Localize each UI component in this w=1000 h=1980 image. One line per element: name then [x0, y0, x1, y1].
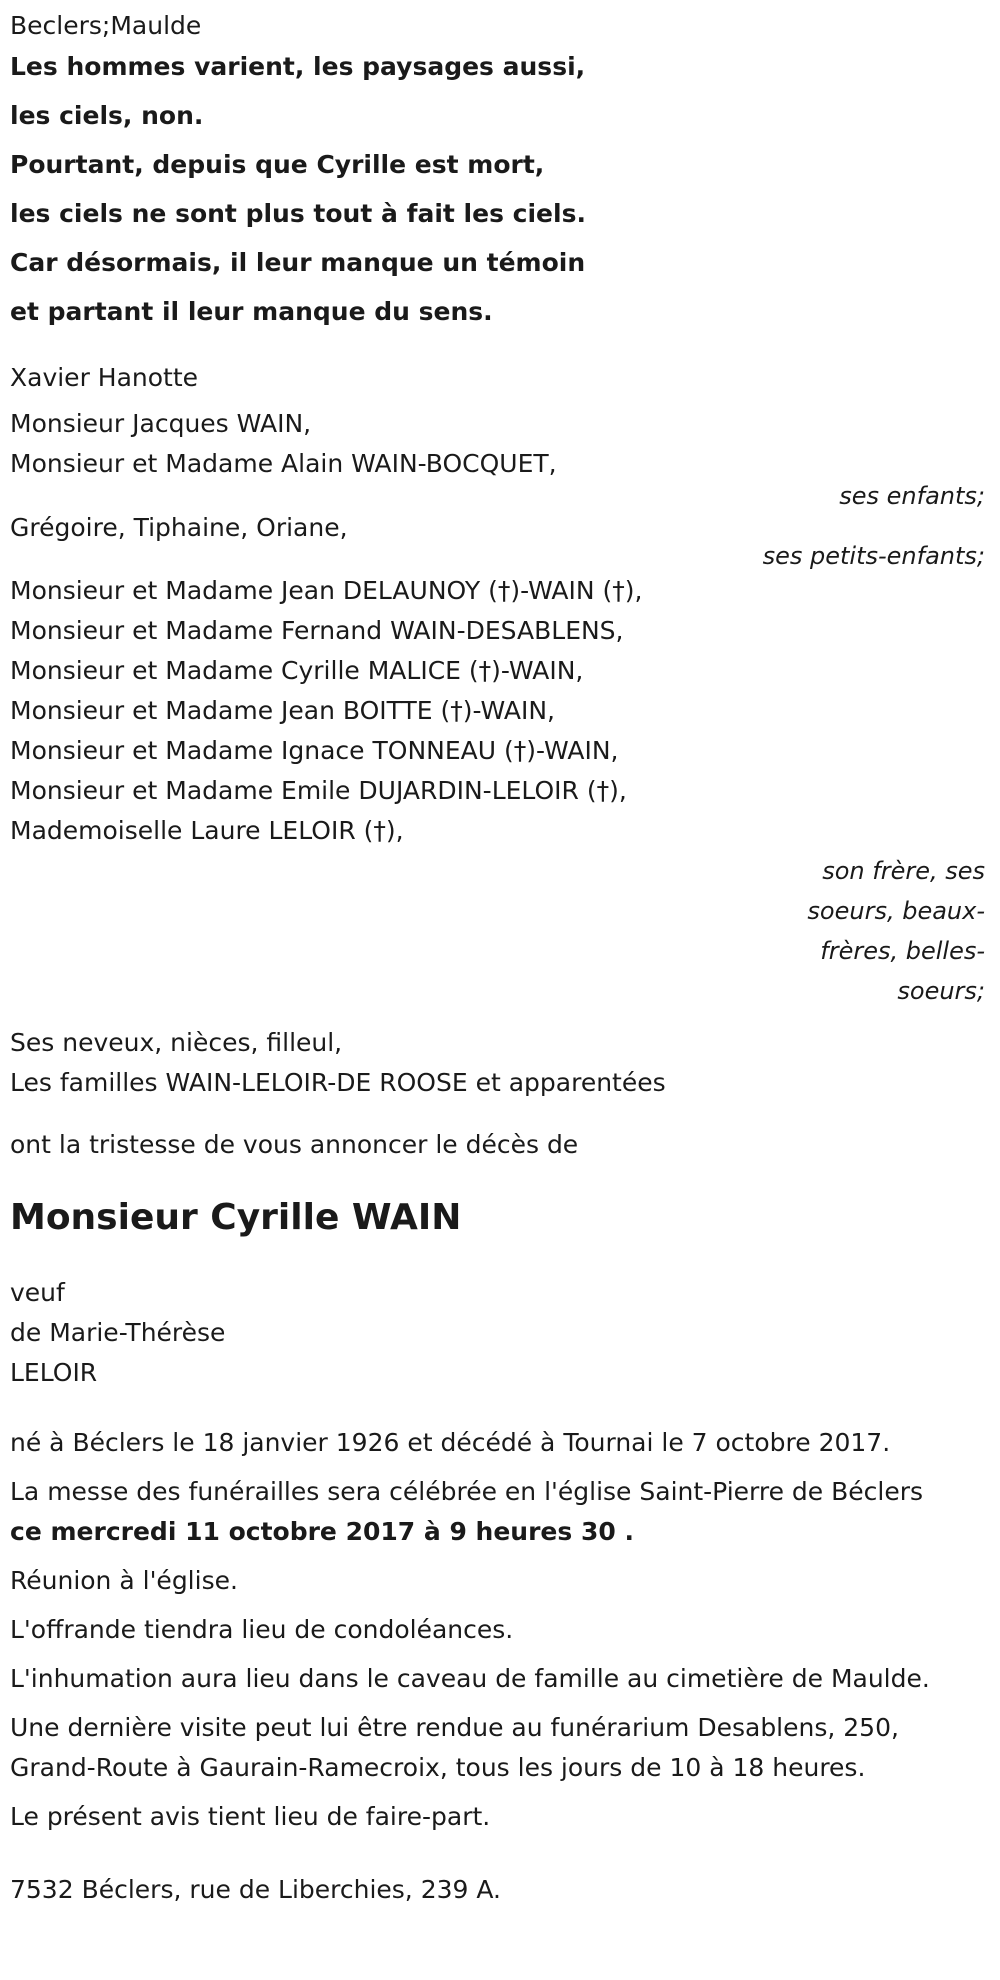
notice-text: Le présent avis tient lieu de faire-part. — [10, 1802, 491, 1831]
relatives-line: Ses neveux, nièces, filleul, — [10, 1028, 343, 1057]
family-name-line: Grégoire, Tiphaine, Oriane, — [10, 513, 348, 542]
address-text: 7532 Béclers, rue de Liberchies, 239 A. — [10, 1875, 501, 1904]
location-header: Beclers;Maulde — [10, 11, 202, 40]
quote-line: Car désormais, il leur manque un témoin — [10, 248, 586, 277]
family-name-line: Monsieur et Madame Emile DUJARDIN-LELOIR (†), — [10, 776, 627, 805]
obituary-notice — [10, 6, 985, 1910]
relatives-line: Les familles WAIN-LELOIR-DE ROOSE et apparentées — [10, 1068, 666, 1097]
spouse-line: veuf — [10, 1278, 65, 1307]
family-name-line: Monsieur et Madame Ignace TONNEAU (†)-WAIN, — [10, 736, 619, 765]
meeting-text: Réunion à l'église. — [10, 1566, 238, 1595]
family-name-line: Monsieur et Madame Jean DELAUNOY (†)-WAIN (†), — [10, 576, 643, 605]
mass-date-text: ce mercredi 11 octobre 2017 à 9 heures 30 . — [10, 1517, 634, 1546]
siblings-section — [10, 571, 985, 1011]
offering-text: L'offrande tiendra lieu de condoléances. — [10, 1615, 514, 1644]
quote-line: les ciels ne sont plus tout à fait les ciels. — [10, 199, 586, 228]
children-section — [10, 404, 985, 516]
quote-line: Les hommes varient, les paysages aussi, — [10, 52, 586, 81]
funeral-details — [10, 1423, 985, 1837]
spouse-info — [10, 1273, 985, 1393]
grandchildren-section — [10, 508, 985, 576]
relationship-label: son frère, ses soeurs, beaux-frères, belles-soeurs; — [807, 857, 985, 1005]
relatives-section — [10, 1023, 985, 1103]
birth-death-text: né à Béclers le 18 janvier 1926 et décédé à Tournai le 7 octobre 2017. — [10, 1428, 891, 1457]
family-name-line: Monsieur et Madame Alain WAIN-BOCQUET, — [10, 449, 557, 478]
quote-author: Xavier Hanotte — [10, 363, 199, 392]
spouse-line: LELOIR — [10, 1358, 98, 1387]
relationship-label: ses enfants; — [839, 482, 985, 510]
spouse-line: de Marie-Thérèse — [10, 1318, 226, 1347]
deceased-name: Monsieur Cyrille WAIN — [10, 1197, 462, 1238]
burial-text: L'inhumation aura lieu dans le caveau de famille au cimetière de Maulde. — [10, 1664, 930, 1693]
quote-line: et partant il leur manque du sens. — [10, 297, 493, 326]
family-name-line: Mademoiselle Laure LELOIR (†), — [10, 816, 404, 845]
mass-text: La messe des funérailles sera célébrée en l'église Saint-Pierre de Béclers — [10, 1477, 924, 1506]
family-name-line: Monsieur et Madame Jean BOITTE (†)-WAIN, — [10, 696, 555, 725]
visit-text: Une dernière visite peut lui être rendue au funérarium Desablens, 250, Grand-Route à Gaurain-Ramecroix, tous les jours de 10 à 18 heures. — [10, 1713, 899, 1782]
quote — [10, 42, 985, 336]
announcement-text: ont la tristesse de vous annoncer le décès de — [10, 1130, 579, 1159]
family-name-line: Monsieur Jacques WAIN, — [10, 409, 312, 438]
family-name-line: Monsieur et Madame Cyrille MALICE (†)-WAIN, — [10, 656, 584, 685]
family-name-line: Monsieur et Madame Fernand WAIN-DESABLENS, — [10, 616, 624, 645]
relationship-label: ses petits-enfants; — [762, 542, 985, 570]
quote-line: les ciels, non. — [10, 101, 204, 130]
quote-line: Pourtant, depuis que Cyrille est mort, — [10, 150, 545, 179]
